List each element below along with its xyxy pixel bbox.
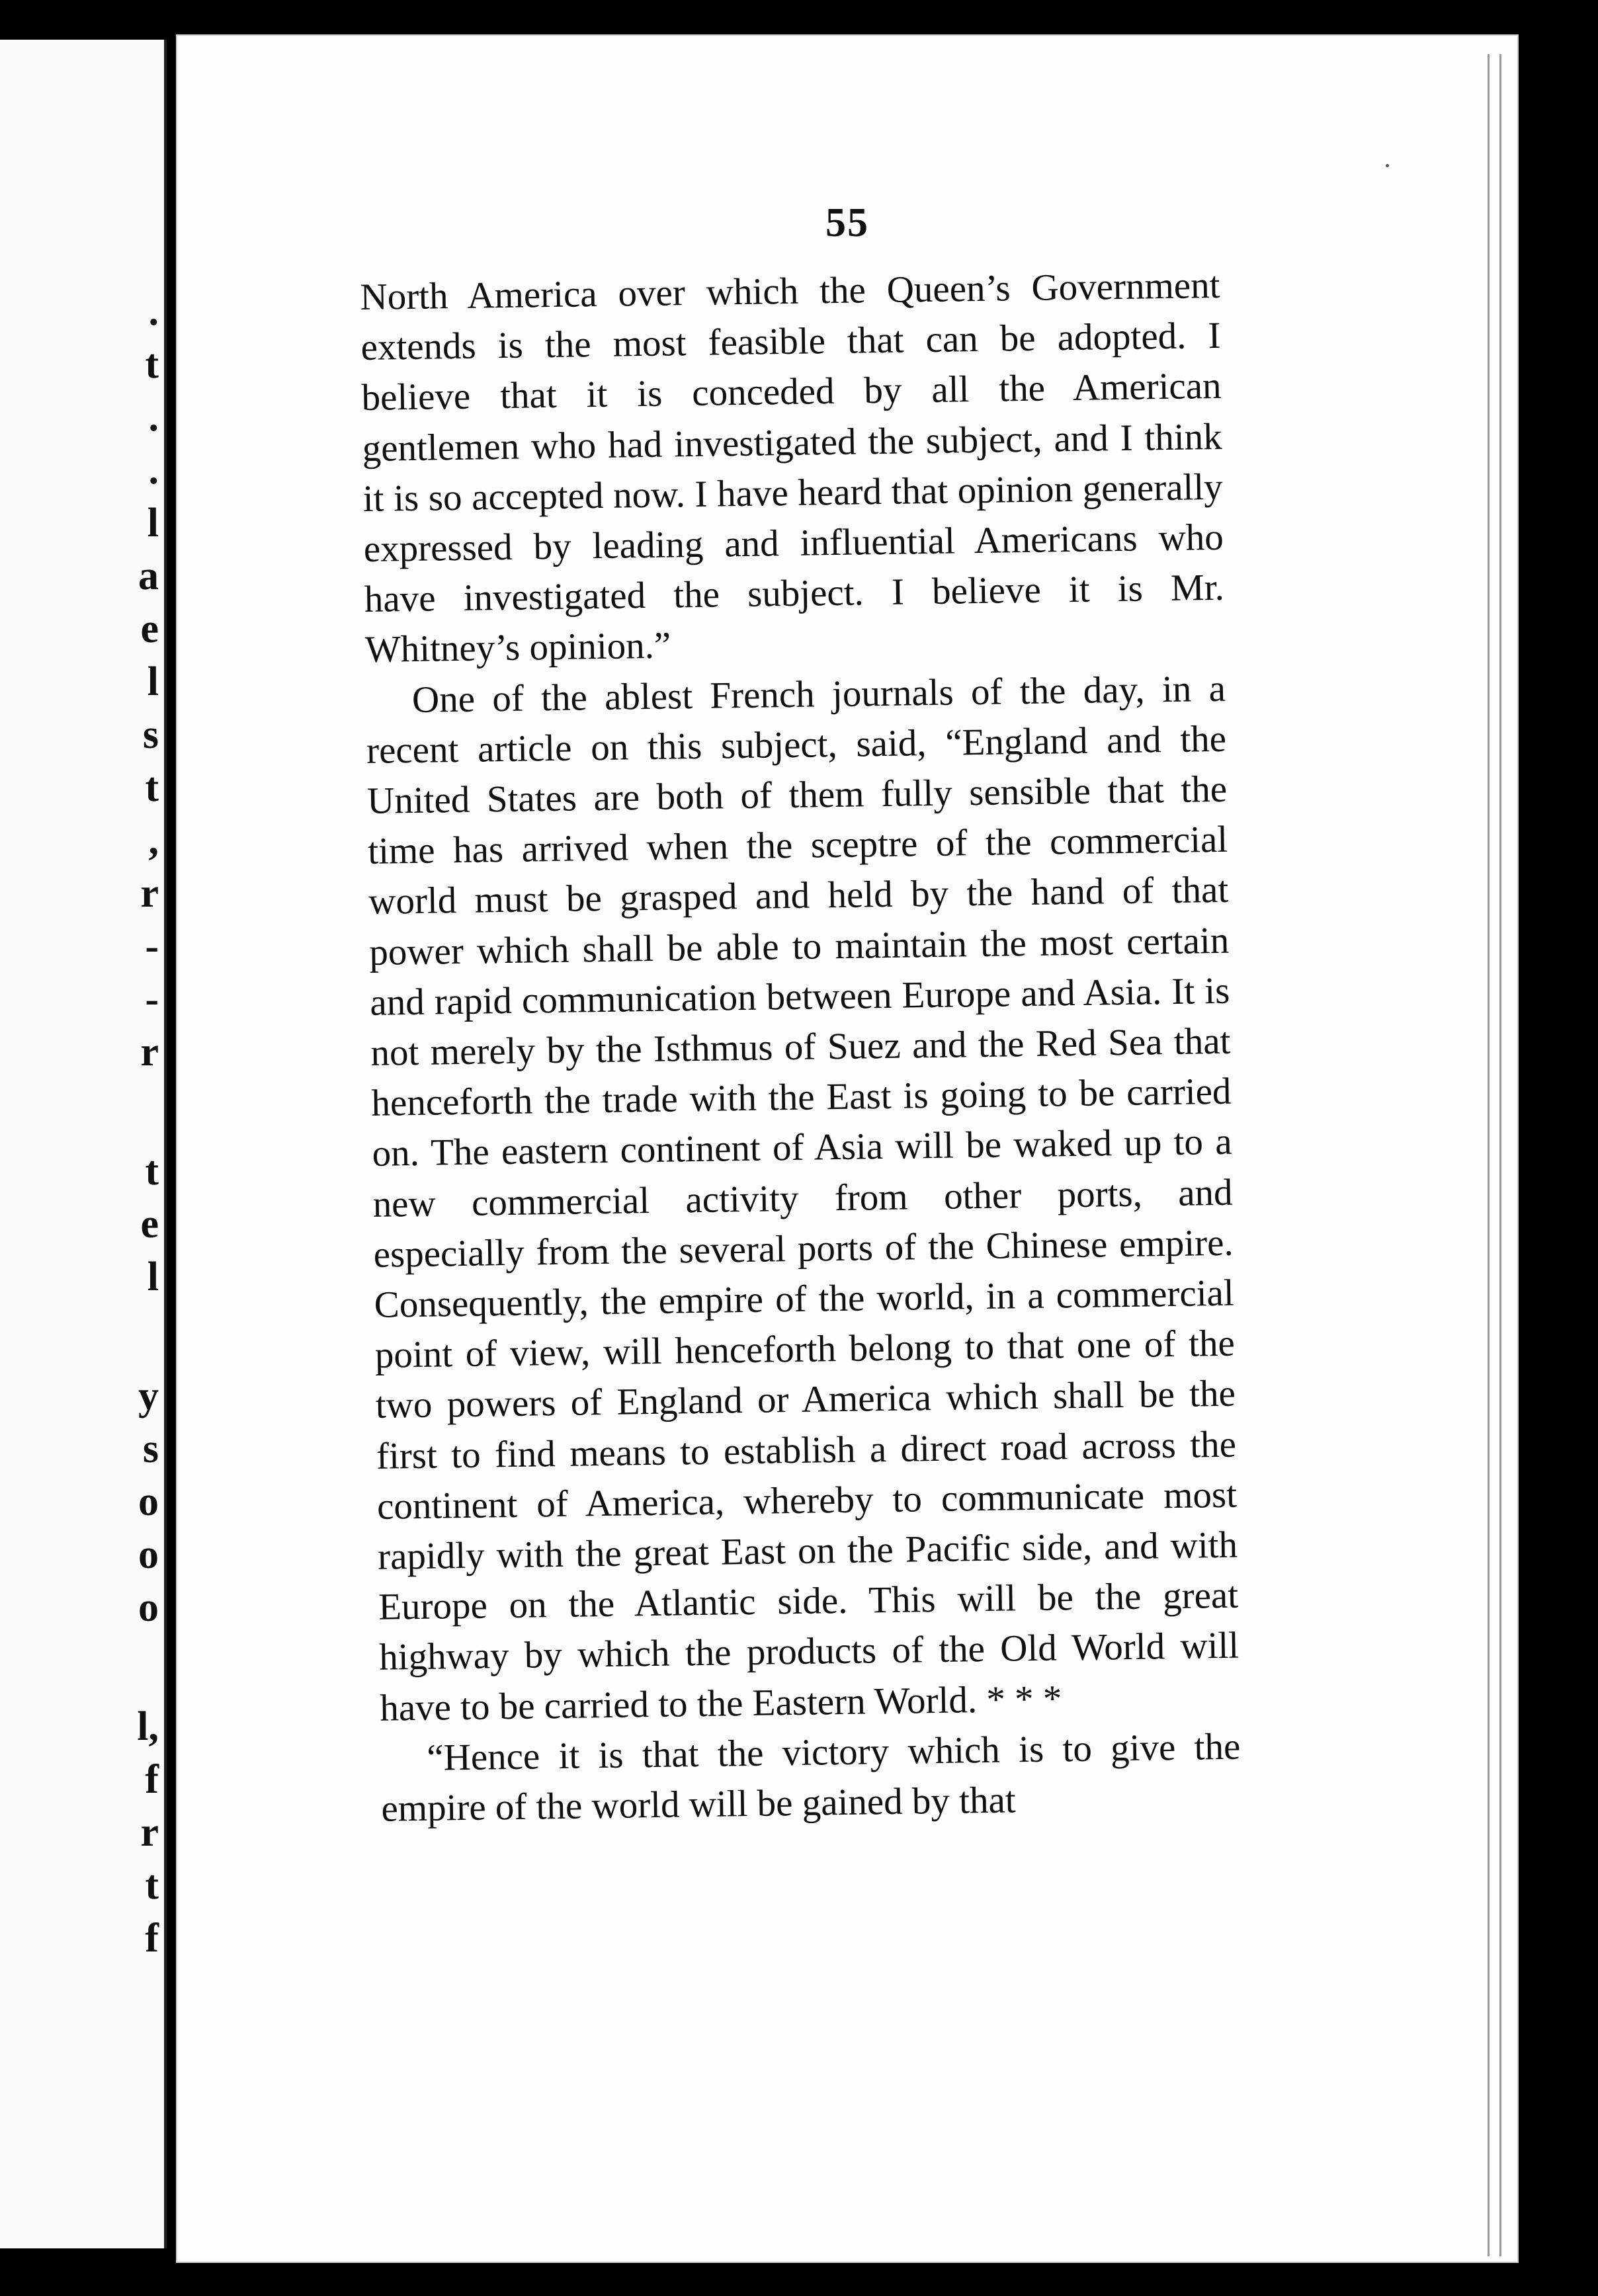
paragraph [366, 663, 1240, 1733]
left-page-fragment: f [145, 1757, 159, 1802]
left-page-fragment: r [140, 1030, 159, 1075]
left-page-fragment: a [138, 554, 159, 598]
left-page-fragment: s [142, 712, 159, 757]
left-page-fragment: - [145, 924, 159, 969]
left-page-fragment: t [145, 765, 159, 810]
paragraph [360, 261, 1225, 676]
left-page-fragment: s [142, 1426, 159, 1471]
left-page-fragment: l, [137, 1704, 159, 1749]
left-page-fragment: e [140, 606, 159, 651]
paragraph-text: North America over which the Queen’s Government extends is the most feasible that can be adopted. I believe that it is conceded by all the American gentlemen who had investigated the subject, and I think it is so accepted now. I have heard that opinion generally expressed by leading and influential Americans who have investigated the subject. I believe it is Mr. Whitney’s opinion.” [360, 264, 1225, 671]
left-page-fragment: f [145, 1916, 159, 1961]
left-page-fragment: o [138, 1585, 159, 1630]
page-edge-line [1488, 54, 1490, 2256]
left-page-fragment: - [145, 977, 159, 1022]
left-page-fragment: , [148, 818, 159, 863]
left-page-fragment: r [140, 1810, 159, 1855]
left-page-fragment: l [147, 501, 159, 546]
left-page-fragment: l [147, 659, 159, 704]
paragraph-text: One of the ablest French journals of the day, in a recent article on this subject, said, “England and the United States are both of them fully sensible that the time has arrived when the sceptre of the commercial world must be grasped and held by the hand of that power which shall be able to maintain the most certain and rapid communication between Europe and Asia. It is not merely by the Isthmus of Suez and the Red Sea that henceforth the trade with the East is going to be carried on. The eastern continent of Asia will be waked up to a new commercial activity from other ports, and especially from the several ports of the Chinese empire. Consequently, the empire of the world, in a commercial point of view, will henceforth belong to that one of the two powers of England or America which shall be the first to find means to establish a direct road across the continent of America, whereby to communicate most rapidly with the great East on the Pacific side, and with Europe on the Atlantic side. This will be the great highway by which the products of the Old World will have to be carried to the Eastern World. * * * [366, 667, 1240, 1729]
left-page-fragment: t [145, 1149, 159, 1194]
paper-speck [1386, 164, 1389, 167]
left-page-edge [0, 40, 167, 2248]
body-text [360, 261, 1241, 1834]
left-page-fragment: y [138, 1374, 159, 1418]
left-page-fragment: l [147, 1254, 159, 1299]
left-page-fragment: r [140, 871, 159, 916]
book-page [176, 34, 1519, 2263]
left-page-fragment: t [145, 342, 159, 387]
page-number: 55 [825, 200, 869, 245]
left-page-fragment: t [145, 1863, 159, 1908]
left-page-fragment: . [148, 289, 159, 334]
page-edge-line [1499, 54, 1501, 2256]
left-page-fragment: . [148, 448, 159, 493]
left-page-fragment: . [148, 395, 159, 440]
paragraph-text: “Hence it is that the victory which is to give the empire of the world will be gained by that [381, 1725, 1241, 1830]
left-page-fragment: e [140, 1202, 159, 1247]
left-page-fragment: o [138, 1532, 159, 1577]
left-page-fragment: o [138, 1479, 159, 1524]
paragraph [380, 1722, 1241, 1835]
